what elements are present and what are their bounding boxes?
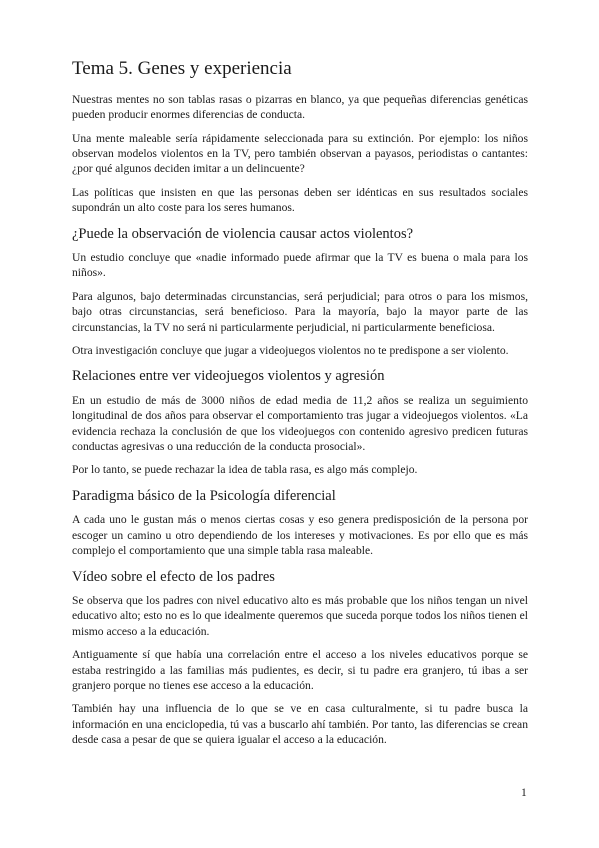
paragraph: También hay una influencia de lo que se ve en casa culturalmente, si tu padre busca la información en una enciclopedia, tú vas a buscarlo ahí también. Por tanto, las diferencias se crean desde casa a pesar de que se quiera igualar el acceso a la educación. (72, 702, 528, 747)
paragraph: Se observa que los padres con nivel educativo alto es más probable que los niños tengan un nivel educativo alto; esto no es lo que idealmente queremos que suceda porque todos los niños tienen el mismo acceso a la educación. (72, 593, 528, 638)
paragraph: Antiguamente sí que había una correlación entre el acceso a los niveles educativos porque se estaba restringido a las familias más pudientes, es decir, si tu padre era granjero, tú ibas a ser granjero porque no tienes ese acceso a la educación. (72, 648, 528, 692)
paragraph: Un estudio concluye que «nadie informado puede afirmar que la TV es buena o mala para los niños». (72, 251, 528, 280)
section-heading: Vídeo sobre el efecto de los padres (72, 568, 275, 585)
paragraph: Para algunos, bajo determinadas circunstancias, será perjudicial; para otros o para los mismos, bajo otras circunstancias, será beneficioso. Para la mayoría, bajo la mayor parte de las circunstancias, la TV no será ni particularmente perjudicial, ni particularmente beneficiosa. (72, 289, 528, 334)
paragraph: Otra investigación concluye que jugar a videojuegos violentos no te predispone a ser violento. (72, 344, 509, 358)
document-title: Tema 5. Genes y experiencia (72, 58, 292, 79)
section-videogames-aggression (72, 368, 528, 477)
section-parents-effect (72, 569, 528, 748)
section-tv-violence (72, 226, 528, 359)
paragraph: A cada uno le gustan más o menos ciertas cosas y eso genera predisposición de la persona por escoger un camino u otro dependiendo de los intereses y motivaciones. Es por ello que es más complejo el comportamiento que una simple tabla rasa maleable. (72, 513, 528, 558)
paragraph: Las políticas que insisten en que las personas deben ser idénticas en sus resultados sociales supondrán un alto coste para los seres humanos. (72, 185, 528, 215)
section-heading: Paradigma básico de la Psicología diferencial (72, 487, 336, 504)
section-differential-psychology (72, 488, 528, 559)
intro-section (72, 92, 528, 216)
page-number: 1 (521, 786, 527, 799)
document-page (72, 58, 528, 756)
paragraph: Una mente maleable sería rápidamente seleccionada para su extinción. Por ejemplo: los niños observan modelos violentos en la TV, pero también observan a payasos, periodistas o cantantes: ¿por qué algunos deciden imitar a un delincuente? (72, 131, 528, 176)
paragraph: Nuestras mentes no son tablas rasas o pizarras en blanco, ya que pequeñas diferencias genéticas pueden producir enormes diferencias de conducta. (72, 92, 528, 122)
paragraph: En un estudio de más de 3000 niños de edad media de 11,2 años se realiza un seguimiento longitudinal de dos años para observar el comportamiento tras jugar a videojuegos violentos. «La evidencia rechaza la conclusión de que los videojuegos con contenido agresivo predicen futuras conductas agresivas o una reducción de la conducta prosocial». (72, 393, 528, 454)
section-heading: Relaciones entre ver videojuegos violentos y agresión (72, 368, 385, 385)
section-heading: ¿Puede la observación de violencia causar actos violentos? (72, 225, 414, 242)
paragraph: Por lo tanto, se puede rechazar la idea de tabla rasa, es algo más complejo. (72, 463, 418, 477)
